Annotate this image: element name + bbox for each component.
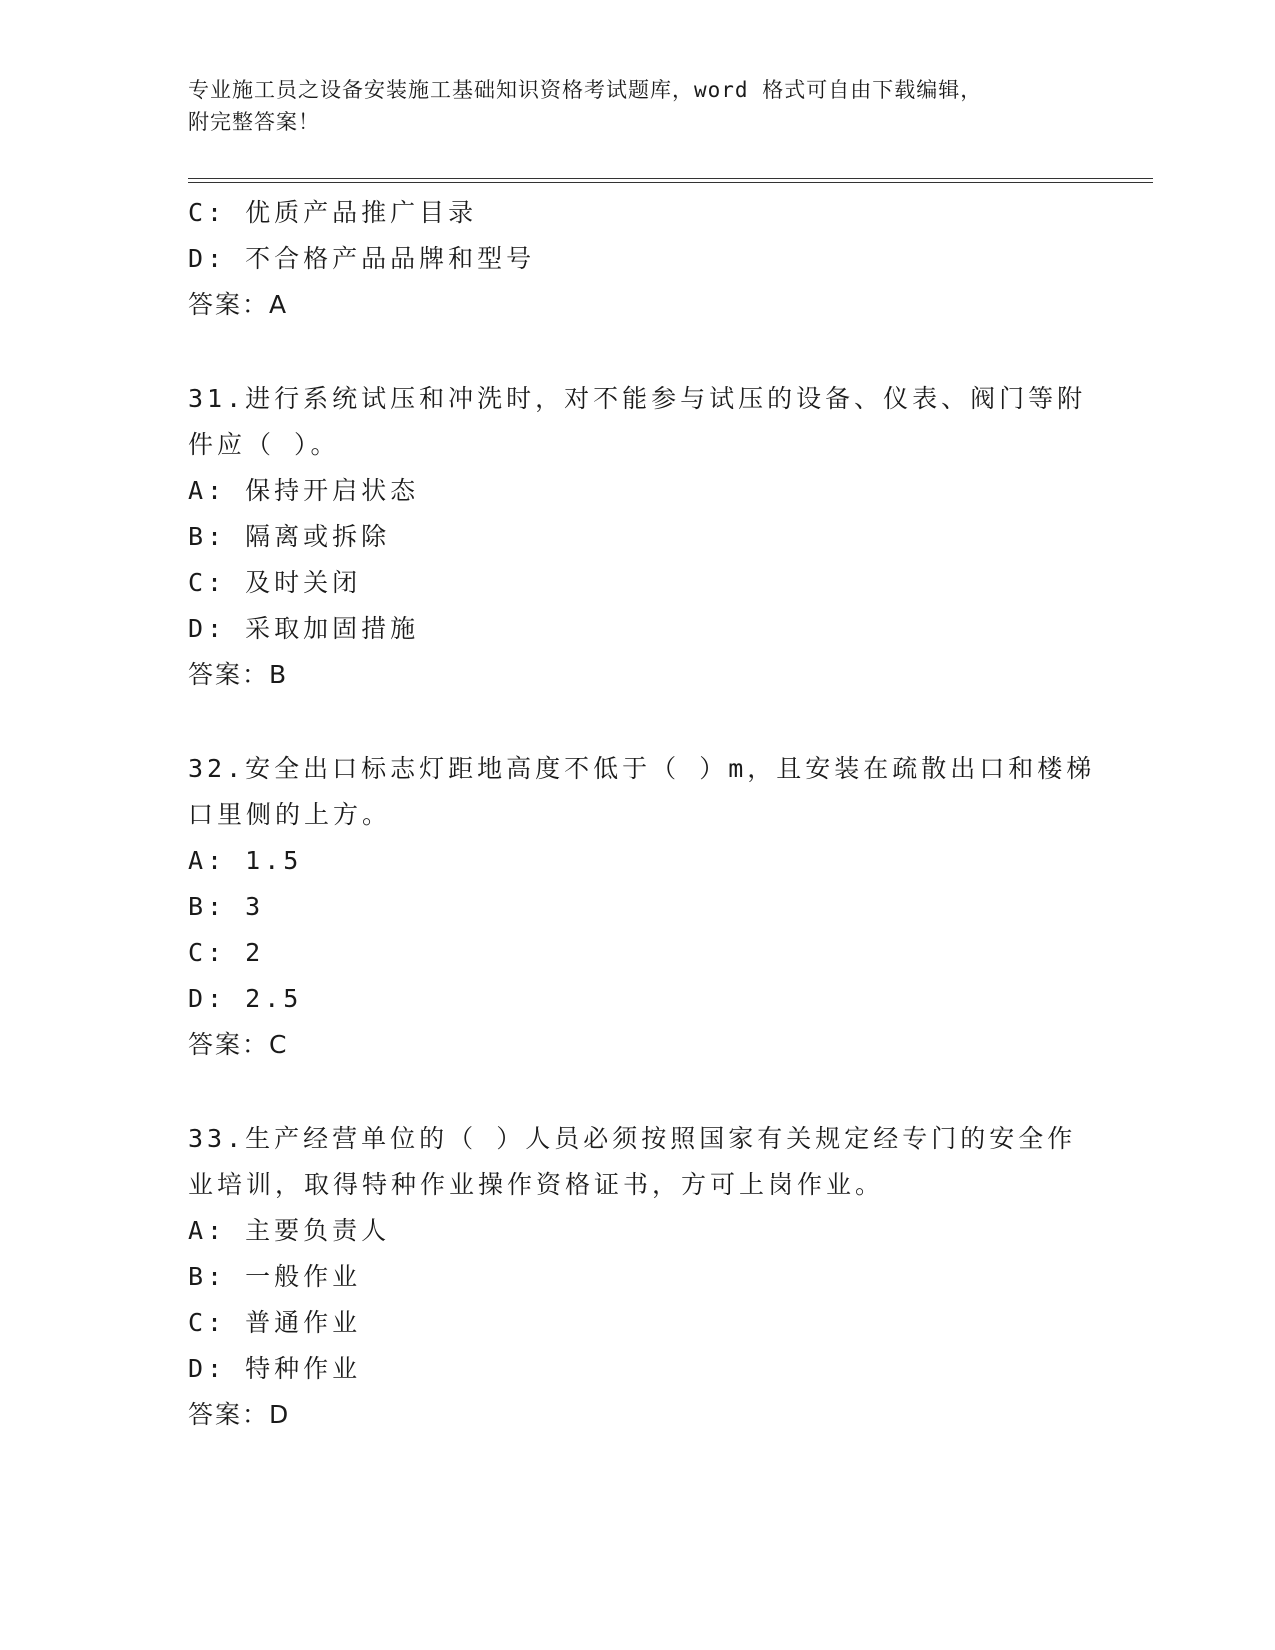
answer-line: 答案：C [188, 1030, 289, 1059]
option-d: D: 特种作业 [188, 1354, 362, 1383]
question-text-line-2: 件应（ ）。 [188, 430, 340, 459]
option-a: A: 1.5 [188, 846, 303, 875]
answer-line: 答案：B [188, 660, 289, 689]
option-a: A: 保持开启状态 [188, 476, 420, 505]
question-text-line-2: 口里侧的上方。 [188, 800, 392, 829]
question-31 [188, 376, 1087, 698]
document-header [188, 74, 1088, 138]
question-33 [188, 1116, 1077, 1438]
header-line-1: 专业施工员之设备安装施工基础知识资格考试题库，word 格式可自由下载编辑， [188, 78, 983, 102]
question-text-line-1: 33.生产经营单位的（ ）人员必须按照国家有关规定经专门的安全作 [188, 1124, 1077, 1153]
option-b: B: 隔离或拆除 [188, 522, 391, 551]
question-text-line-1: 32.安全出口标志灯距地高度不低于（ ）m，且安装在疏散出口和楼梯 [188, 754, 1096, 783]
question-32 [188, 746, 1096, 1068]
option-b: B: 3 [188, 892, 265, 921]
question-content [188, 190, 1096, 1438]
header-divider [188, 178, 1153, 183]
question-text-line-1: 31.进行系统试压和冲洗时，对不能参与试压的设备、仪表、阀门等附 [188, 384, 1087, 413]
option-c: C: 普通作业 [188, 1308, 362, 1337]
option-a: A: 主要负责人 [188, 1216, 391, 1245]
option-c: C: 2 [188, 938, 265, 967]
answer-line: 答案：D [188, 1400, 291, 1429]
question-text-line-2: 业培训，取得特种作业操作资格证书，方可上岗作业。 [188, 1170, 885, 1199]
header-line-2: 附完整答案！ [188, 110, 320, 134]
option-c: C: 及时关闭 [188, 568, 362, 597]
option-b: B: 一般作业 [188, 1262, 362, 1291]
option-d: D: 不合格产品品牌和型号 [188, 244, 536, 273]
option-c: C: 优质产品推广目录 [188, 198, 478, 227]
option-d: D: 2.5 [188, 984, 303, 1013]
option-d: D: 采取加固措施 [188, 614, 420, 643]
previous-question-tail [188, 190, 1068, 328]
answer-line: 答案：A [188, 290, 289, 319]
